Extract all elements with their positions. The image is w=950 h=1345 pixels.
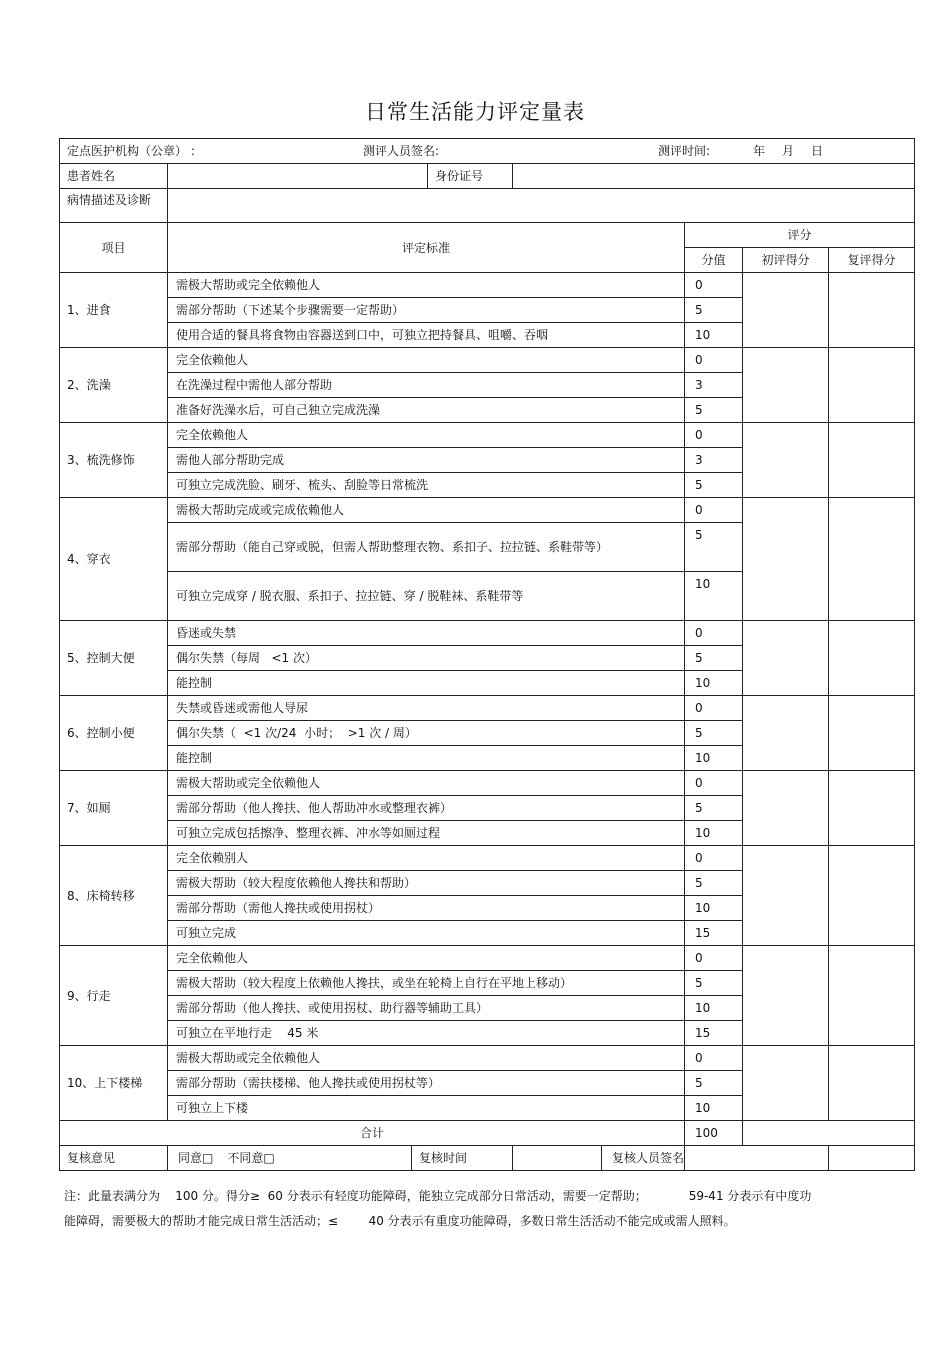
diagnosis-field[interactable] (168, 189, 915, 223)
criteria-row (60, 946, 915, 971)
id-number-field[interactable] (513, 164, 915, 189)
criteria-text: 能控制 (168, 671, 685, 696)
score-value: 3 (685, 448, 743, 473)
footnote-line-1: 注：此量表满分为 100 分。得分≥ 60 分表示有轻度功能障碍，能独立完成部分日常活动，需要一定帮助； 59-41 分表示有中度功 (64, 1189, 812, 1203)
score-value: 5 (685, 796, 743, 821)
score-value: 5 (685, 298, 743, 323)
criteria-text: 可独立完成 (168, 921, 685, 946)
criteria-text: 需部分帮助（需扶楼梯、他人搀扶或使用拐杖等） (168, 1071, 685, 1096)
criteria-row (60, 348, 915, 373)
initial-score-field[interactable] (743, 423, 829, 498)
criteria-column-header: 评定标准 (168, 223, 685, 273)
score-value: 10 (685, 1096, 743, 1121)
column-header-row (60, 223, 915, 248)
review-options[interactable] (168, 1146, 412, 1171)
criteria-row (60, 771, 915, 796)
criteria-text: 需部分帮助（他人搀扶、他人帮助冲水或整理衣裤） (168, 796, 685, 821)
score-value: 10 (685, 572, 743, 621)
criteria-row (60, 696, 915, 721)
score-value: 5 (685, 971, 743, 996)
criteria-text: 完全依赖他人 (168, 423, 685, 448)
review-row (60, 1146, 915, 1171)
criteria-text: 需部分帮助（下述某个步骤需要一定帮助） (168, 298, 685, 323)
initial-score-field[interactable] (743, 946, 829, 1046)
score-value: 0 (685, 946, 743, 971)
assessment-time-label: 测评时间: (658, 144, 711, 158)
review-score-field[interactable] (829, 846, 915, 946)
review-score-field[interactable] (829, 423, 915, 498)
criteria-row (60, 423, 915, 448)
review-score-field[interactable] (829, 1046, 915, 1121)
header-row (60, 139, 915, 164)
institution-label: 定点医护机构（公章） : (67, 144, 195, 158)
score-value: 5 (685, 721, 743, 746)
criteria-text: 需部分帮助（能自己穿或脱，但需人帮助整理衣物、系扣子、拉拉链、系鞋带等） (168, 523, 685, 572)
score-value: 5 (685, 871, 743, 896)
criteria-text: 需极大帮助或完全依赖他人 (168, 1046, 685, 1071)
score-value: 15 (685, 1021, 743, 1046)
diagnosis-row (60, 189, 915, 223)
adl-assessment-table (59, 138, 915, 1171)
criteria-row (60, 498, 915, 523)
item-name: 5、控制大便 (60, 621, 168, 696)
review-score-field[interactable] (829, 946, 915, 1046)
score-value: 0 (685, 273, 743, 298)
score-column-header: 评分 (685, 223, 915, 248)
criteria-text: 需部分帮助（他人搀扶、或使用拐杖、助行器等辅助工具） (168, 996, 685, 1021)
criteria-row (60, 273, 915, 298)
criteria-row (60, 621, 915, 646)
score-value: 0 (685, 423, 743, 448)
review-score-field[interactable] (829, 273, 915, 348)
item-name: 4、穿衣 (60, 498, 168, 621)
score-value: 0 (685, 846, 743, 871)
criteria-text: 需极大帮助或完全依赖他人 (168, 273, 685, 298)
criteria-text: 完全依赖他人 (168, 348, 685, 373)
total-row (60, 1121, 915, 1146)
criteria-text: 能控制 (168, 746, 685, 771)
criteria-row (60, 846, 915, 871)
score-value: 10 (685, 671, 743, 696)
initial-score-field[interactable] (743, 498, 829, 621)
item-name: 6、控制小便 (60, 696, 168, 771)
review-opinion-label: 复核意见 (60, 1146, 168, 1171)
total-label: 合计 (60, 1121, 685, 1146)
day-label: 日 (811, 144, 824, 158)
total-value: 100 (685, 1121, 743, 1146)
footnote-line-2: 能障碍，需要极大的帮助才能完成日常生活活动；≤ 40 分表示有重度功能障碍，多数日常生活活动不能完成或需人照料。 (64, 1214, 736, 1228)
criteria-text: 昏迷或失禁 (168, 621, 685, 646)
reviewer-signature-label: 复核人员签名 (611, 1151, 684, 1165)
initial-score-field[interactable] (743, 1046, 829, 1121)
score-value: 5 (685, 646, 743, 671)
score-value: 0 (685, 498, 743, 523)
review-score-field[interactable] (829, 621, 915, 696)
score-value: 10 (685, 821, 743, 846)
criteria-text: 准备好洗澡水后，可自己独立完成洗澡 (168, 398, 685, 423)
score-value: 15 (685, 921, 743, 946)
initial-score-column-header: 初评得分 (743, 248, 829, 273)
item-name: 3、梳洗修饰 (60, 423, 168, 498)
item-name: 8、床椅转移 (60, 846, 168, 946)
criteria-row (60, 1046, 915, 1071)
review-time-field[interactable] (513, 1146, 685, 1171)
initial-score-field[interactable] (743, 846, 829, 946)
criteria-text: 可独立完成洗脸、刷牙、梳头、刮脸等日常梳洗 (168, 473, 685, 498)
criteria-text: 需他人部分帮助完成 (168, 448, 685, 473)
footnote (64, 1184, 884, 1234)
review-score-column-header: 复评得分 (829, 248, 915, 273)
score-value: 5 (685, 523, 743, 572)
score-value: 5 (685, 1071, 743, 1096)
reviewer-signature-area[interactable] (685, 1146, 829, 1171)
score-value: 5 (685, 473, 743, 498)
criteria-text: 需部分帮助（需他人搀扶或使用拐杖） (168, 896, 685, 921)
page-title: 日常生活能力评定量表 (365, 100, 585, 124)
disagree-checkbox[interactable]: 不同意□ (227, 1151, 275, 1165)
criteria-text: 需极大帮助或完全依赖他人 (168, 771, 685, 796)
review-score-field[interactable] (829, 348, 915, 423)
criteria-text: 偶尔失禁（ <1 次/24 小时； >1 次 / 周） (168, 721, 685, 746)
patient-row (60, 164, 915, 189)
criteria-text: 可独立完成穿 / 脱衣服、系扣子、拉拉链、穿 / 脱鞋袜、系鞋带等 (168, 572, 685, 621)
score-value: 5 (685, 398, 743, 423)
score-value: 0 (685, 348, 743, 373)
initial-score-field[interactable] (743, 348, 829, 423)
patient-name-label: 患者姓名 (60, 164, 168, 189)
initial-score-field[interactable] (743, 771, 829, 846)
criteria-text: 失禁或昏迷或需他人导尿 (168, 696, 685, 721)
id-number-label: 身份证号 (428, 164, 513, 189)
item-name: 10、上下楼梯 (60, 1046, 168, 1121)
criteria-text: 可独立完成包括擦净、整理衣裤、冲水等如厕过程 (168, 821, 685, 846)
score-value: 10 (685, 896, 743, 921)
score-value: 0 (685, 771, 743, 796)
item-column-header: 项目 (60, 223, 168, 273)
year-label: 年 (753, 144, 766, 158)
review-score-field[interactable] (829, 771, 915, 846)
criteria-text: 需极大帮助完成或完成依赖他人 (168, 498, 685, 523)
criteria-text: 使用合适的餐具将食物由容器送到口中，可独立把持餐具、咀嚼、吞咽 (168, 323, 685, 348)
criteria-text: 完全依赖他人 (168, 946, 685, 971)
value-column-header: 分值 (685, 248, 743, 273)
agree-checkbox[interactable]: 同意□ (178, 1151, 214, 1165)
criteria-text: 需极大帮助（较大程度上依赖他人搀扶，或坐在轮椅上自行在平地上移动） (168, 971, 685, 996)
reviewer-signature-field[interactable] (829, 1146, 915, 1171)
criteria-text: 需极大帮助（较大程度依赖他人搀扶和帮助） (168, 871, 685, 896)
score-value: 0 (685, 696, 743, 721)
assessor-signature-label: 测评人员签名: (363, 144, 440, 158)
score-value: 10 (685, 746, 743, 771)
initial-score-field[interactable] (743, 621, 829, 696)
criteria-text: 可独立上下楼 (168, 1096, 685, 1121)
criteria-text: 偶尔失禁（每周 <1 次） (168, 646, 685, 671)
score-value: 3 (685, 373, 743, 398)
review-time-label: 复核时间 (412, 1146, 513, 1171)
item-name: 1、进食 (60, 273, 168, 348)
score-value: 10 (685, 323, 743, 348)
total-blank (743, 1121, 915, 1146)
initial-score-field[interactable] (743, 696, 829, 771)
criteria-text: 在洗澡过程中需他人部分帮助 (168, 373, 685, 398)
item-name: 9、行走 (60, 946, 168, 1046)
score-value: 0 (685, 1046, 743, 1071)
criteria-text: 完全依赖别人 (168, 846, 685, 871)
month-label: 月 (782, 144, 795, 158)
item-name: 7、如厕 (60, 771, 168, 846)
criteria-text: 可独立在平地行走 45 米 (168, 1021, 685, 1046)
diagnosis-label: 病情描述及诊断 (60, 189, 168, 223)
review-score-field[interactable] (829, 696, 915, 771)
initial-score-field[interactable] (743, 273, 829, 348)
score-value: 0 (685, 621, 743, 646)
review-score-field[interactable] (829, 498, 915, 621)
patient-name-field[interactable] (168, 164, 428, 189)
item-name: 2、洗澡 (60, 348, 168, 423)
score-value: 10 (685, 996, 743, 1021)
